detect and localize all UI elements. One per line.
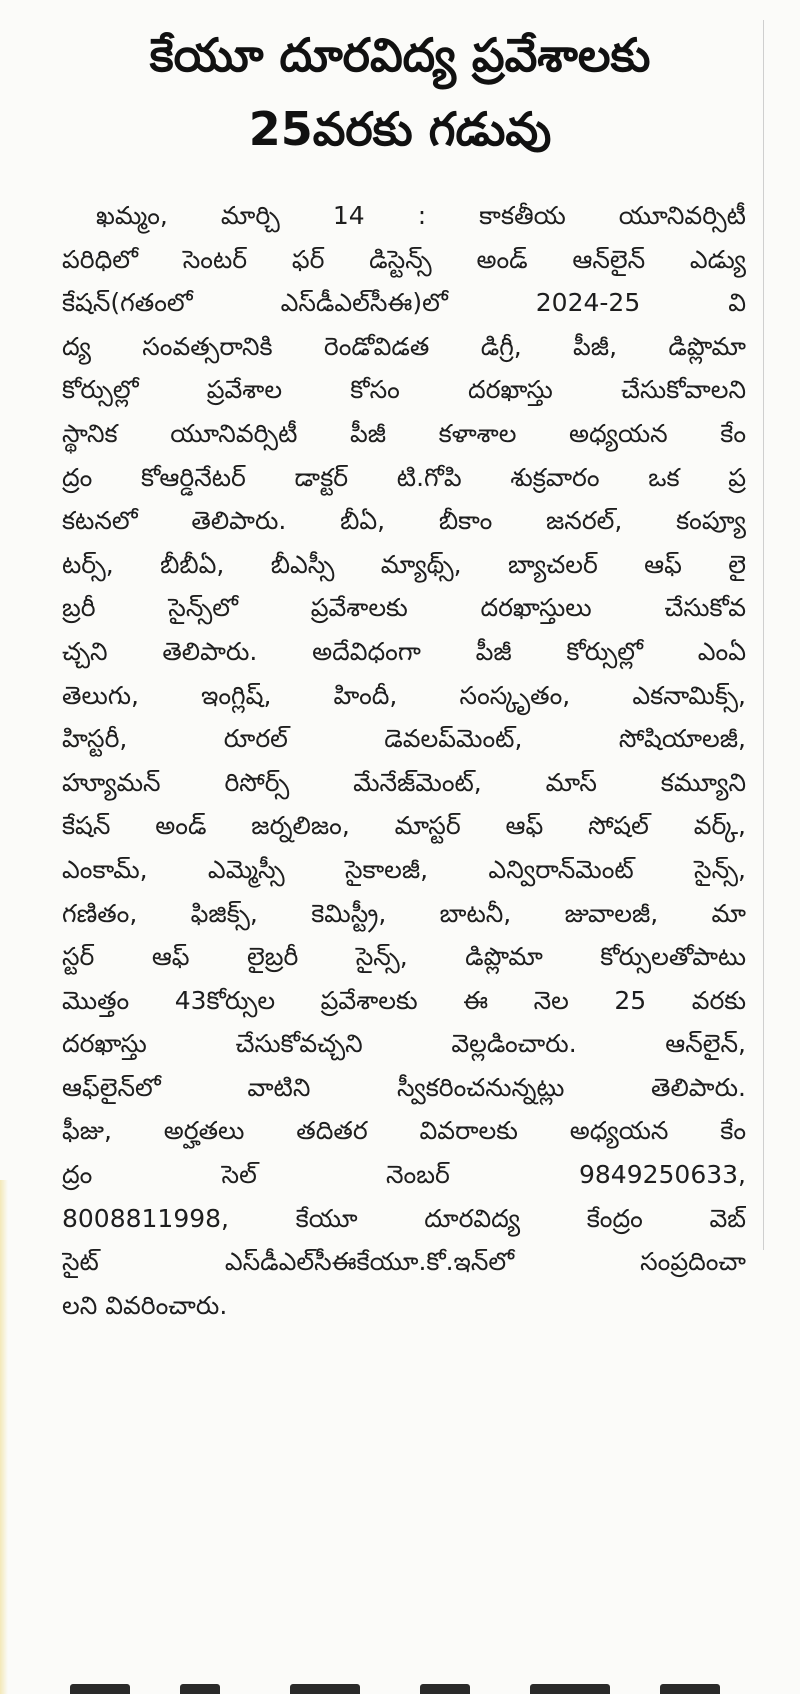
cropped-glyph (180, 1684, 220, 1694)
cropped-glyph (420, 1684, 470, 1694)
body-line: ద్రం కోఆర్డినేటర్ డాక్టర్ టి.గోపి శుక్రవారం ఒక ప్ర (62, 462, 746, 492)
body-line: మొత్తం 43కోర్సుల ప్రవేశాలకు ఈ నెల 25 వరకు (62, 985, 746, 1015)
body-line: చ్చని తెలిపారు. అదేవిధంగా పీజీ కోర్సుల్లో ఎంఏ (62, 636, 746, 666)
body-line: ద్య సంవత్సరానికి రెండోవిడత డిగ్రీ, పీజీ, డిప్లొమా (62, 331, 746, 361)
article-headline (40, 18, 760, 166)
body-line: కోర్సుల్లో ప్రవేశాల కోసం దరఖాస్తు చేసుకోవాలని (62, 375, 746, 405)
body-line: 8008811998, కేయూ దూరవిద్య కేంద్రం వెబ్ (62, 1203, 746, 1233)
body-line: పరిధిలో సెంటర్ ఫర్ డిస్టెన్స్ అండ్ ఆన్‌లైన్ ఎడ్యు (62, 244, 746, 274)
body-line: కేషన్(గతంలో ఎస్‌డీఎల్‌సీఈ)లో 2024-25 వి (62, 288, 746, 318)
body-line: ఎంకామ్, ఎమ్మెస్సీ సైకాలజీ, ఎన్విరాన్‌మెంట్ సైన్స్, (62, 854, 746, 884)
body-line: తెలుగు, ఇంగ్లిష్, హిందీ, సంస్కృతం, ఎకనామిక్స్, (62, 680, 746, 710)
body-line: కటనలో తెలిపారు. బీఏ, బీకాం జనరల్, కంప్యూ (62, 506, 746, 536)
body-line: ఆఫ్‌లైన్‌లో వాటిని స్వీకరించనున్నట్లు తెలిపారు. (62, 1072, 746, 1102)
body-line: హిస్టరీ, రూరల్ డెవలప్‌మెంట్, సోషియాలజీ, (62, 724, 746, 754)
column-divider (763, 20, 764, 1250)
body-line: కేషన్ అండ్ జర్నలిజం, మాస్టర్ ఆఫ్ సోషల్ వర్క్, (62, 811, 746, 841)
headline-line-1: కేయూ దూరవిద్య ప్రవేశాలకు (149, 28, 651, 82)
cropped-glyph (660, 1684, 720, 1694)
cropped-glyph (290, 1684, 360, 1694)
article-body (62, 194, 746, 1327)
body-line: గణితం, ఫిజిక్స్, కెమిస్ట్రీ, బాటనీ, జువాలజీ, మా (62, 898, 746, 928)
body-line: టర్స్, బీబీఏ, బీఎస్సీ మ్యాథ్స్, బ్యాచలర్ ఆఫ్ లై (62, 549, 746, 579)
body-line: సైట్ ఎస్‌డీఎల్‌సీఈకేయూ.కో.ఇన్‌లో సంప్రదించా (62, 1247, 746, 1277)
body-line: స్థానిక యూనివర్సిటీ పీజీ కళాశాల అధ్యయన కేం (62, 418, 746, 448)
cropped-next-headline (60, 1676, 760, 1694)
cropped-glyph (530, 1684, 610, 1694)
headline-line-2: 25వరకు గడువు (248, 102, 552, 156)
body-line: లని వివరించారు. (62, 1290, 228, 1320)
body-line: ఖమ్మం, మార్చి 14 : కాకతీయ యూనివర్సిటీ (96, 201, 746, 230)
body-line: స్టర్ ఆఫ్ లైబ్రరీ సైన్స్, డిప్లొమా కోర్సులతోపాటు (62, 942, 746, 972)
paper-edge-tint (0, 1180, 8, 1694)
body-line: ద్రం సెల్ నెంబర్ 9849250633, (62, 1160, 746, 1190)
body-line: ఫీజు, అర్హతలు తదితర వివరాలకు అధ్యయన కేం (62, 1116, 746, 1146)
body-line: బ్రరీ సైన్స్‌లో ప్రవేశాలకు దరఖాస్తులు చేసుకోవ (62, 593, 746, 623)
cropped-glyph (70, 1684, 130, 1694)
body-line: దరఖాస్తు చేసుకోవచ్చని వెల్లడించారు. ఆన్‌లైన్, (62, 1029, 746, 1059)
body-line: హ్యూమన్ రిసోర్స్ మేనేజ్‌మెంట్, మాస్ కమ్యూని (62, 767, 746, 797)
